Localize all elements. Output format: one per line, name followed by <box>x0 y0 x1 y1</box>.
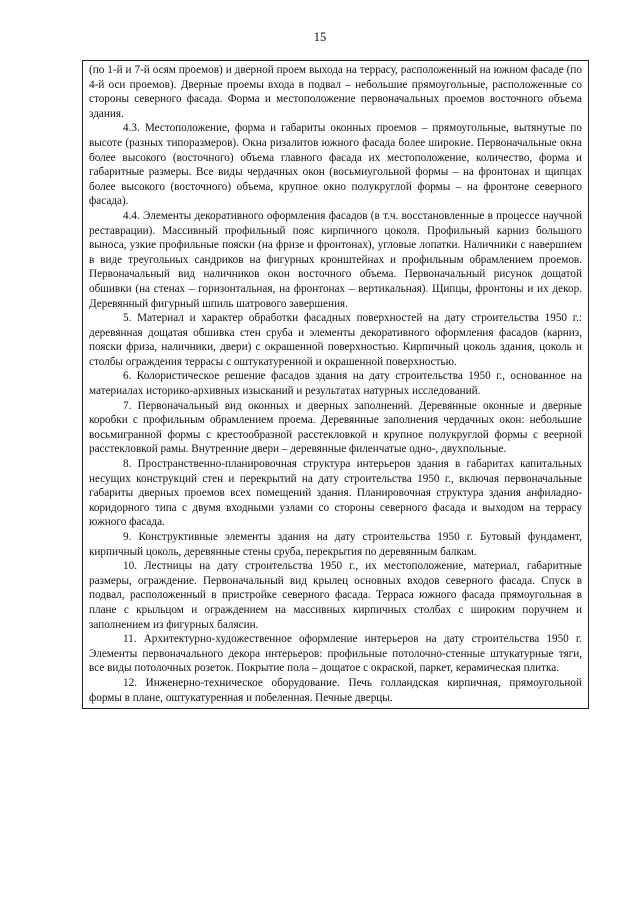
page-number: 15 <box>313 30 327 44</box>
document-frame <box>82 60 589 709</box>
paragraph-4-3: 4.3. Местоположение, форма и габариты оконных проемов – прямоугольные, вытянутые по высоте (разных типоразмеров). Окна ризалитов южного фасада более широкие. Первоначальные окна более высокого (восточного) объема главного фасада их местоположение, количество, форма и габаритные размеры. Все виды чердачных окон (восьмиугольной формы – на фронтонах и щипцах более высокого (восточного) объема, крупное окно полукруглой формы – на фронтоне северного фасада). <box>89 122 582 208</box>
paragraph-9: 9. Конструктивные элементы здания на дату строительства 1950 г. Бутовый фундамент, кирпичный цоколь, деревянные стены сруба, перекрытия по деревянным балкам. <box>89 531 582 558</box>
paragraph-11: 11. Архитектурно-художественное оформление интерьеров на дату строительства 1950 г. Элементы первоначального декора интерьеров: профильные потолочно-стенные штукатурные тяги, все виды потолочных розеток. Покрытие пола – дощатое с окраской, паркет, керамическая плитка. <box>89 633 582 675</box>
paragraph-5: 5. Материал и характер обработки фасадных поверхностей на дату строительства 1950 г.: деревянная дощатая обшивка стен сруба и элементы декоративного оформления фасадов (карниз, пояски фриза, наличники, двери) с окрашенной поверхностью. Кирпичный цоколь здания, цоколь и столбы ограждения террасы с оштукатуренной и окрашенной поверхностью. <box>89 312 582 368</box>
paragraph-4-4: 4.4. Элементы декоративного оформления фасадов (в т.ч. восстановленные в процессе научной реставрации). Массивный профильный пояс кирпичного цоколя. Профильный карниз большого выноса, узкие профильные пояски (на фризе и фронтонах), угловые лопатки. Наличники с навершием в виде треугольных сандриков на фигурных кронштейнах и профильным обрамлением проемов. Первоначальный вид наличников окон восточного объема. Первоначальный рисунок дощатой обшивки (на стенах – горизонтальная, на фронтонах – вертикальная). Щипцы, фронтоны и их декор. Деревянный фигурный шпиль шатрового завершения. <box>89 209 582 310</box>
paragraph-7: 7. Первоначальный вид оконных и дверных заполнений. Деревянные оконные и дверные коробки с профильным обрамлением проема. Деревянные заполнения чердачных окон: небольшие восьмигранной формы с крестообразной расстекловкой и крупное полукруглой формы с веерной расстекловкой рамы. Внутренние двери – деревянные филенчатые одно-, двухпольные. <box>89 399 582 456</box>
paragraph-6: 6. Колористическое решение фасадов здания на дату строительства 1950 г., основанное на материалах историко-архивных изысканий и результатах натурных исследований. <box>89 370 582 398</box>
paragraph-continuation: (по 1-й и 7-й осям проемов) и дверной проем выхода на террасу, расположенный на южном фасаде (по 4-й оси проемов). Дверные проемы входа в подвал – небольшие прямоугольные, расположенные со стороны северного фасада. Форма и местоположение первоначальных проемов восточного объема здания. <box>89 64 582 120</box>
paragraph-8: 8. Пространственно-планировочная структура интерьеров здания в габаритах капитальных несущих конструкций стен и перекрытий на дату строительства 1950 г., включая первоначальные габариты дверных проемов всех помещений здания. Планировочная структура здания анфиладно-коридорного типа с двумя входными узлами со стороны северного фасада и выходом на террасу южного фасада. <box>89 458 582 529</box>
paragraph-10: 10. Лестницы на дату строительства 1950 г., их местоположение, материал, габаритные размеры, ограждение. Первоначальный вид крылец основных входов северного фасада. Спуск в подвал, расположенный в пристройке северного фасада. Терраса южного фасада прямоугольная в плане с крыльцом и ограждением на массивных кирпичных столбах с широким поручнем и заполнением из фигурных балясин. <box>89 560 582 631</box>
paragraph-12: 12. Инженерно-техническое оборудование. Печь голландская кирпичная, прямоугольной формы в плане, оштукатуренная и побеленная. Печные дверцы. <box>89 676 582 704</box>
